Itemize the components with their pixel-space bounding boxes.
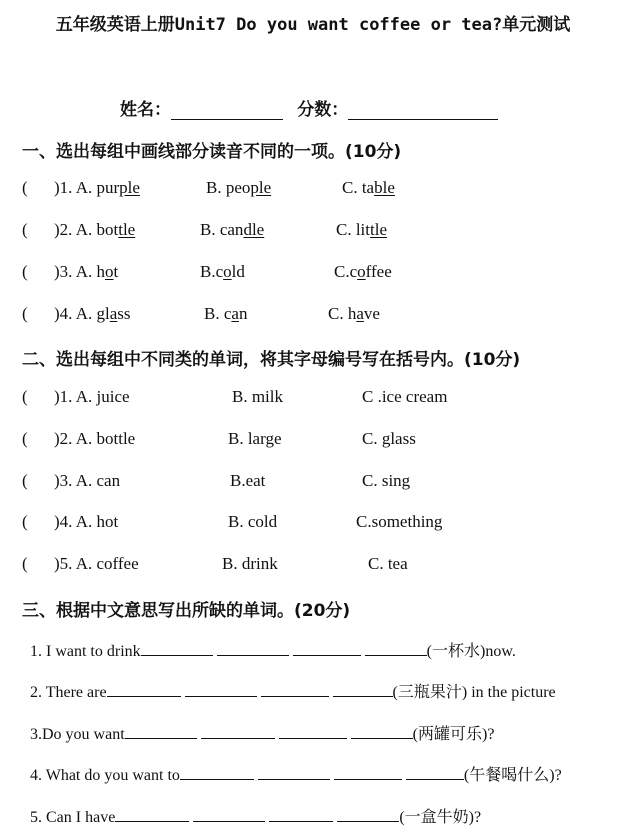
option-a: )1. A. purple bbox=[54, 178, 140, 197]
option-a: )2. A. bottle bbox=[54, 220, 136, 239]
answer-blank[interactable] bbox=[193, 807, 265, 822]
answer-paren[interactable]: ( bbox=[22, 178, 28, 197]
option-c: C. have bbox=[328, 304, 380, 323]
option-a: )3. A. hot bbox=[54, 262, 119, 281]
answer-blank[interactable] bbox=[261, 682, 329, 697]
section2-item bbox=[22, 429, 622, 453]
answer-blank[interactable] bbox=[107, 682, 181, 697]
section1-item bbox=[22, 304, 622, 328]
option-a: )3. A. can bbox=[54, 471, 121, 490]
section2-item bbox=[22, 554, 622, 578]
option-b: B. large bbox=[228, 429, 282, 448]
answer-blank[interactable] bbox=[351, 724, 413, 739]
answer-blank[interactable] bbox=[269, 807, 333, 822]
name-score-row bbox=[120, 95, 498, 120]
option-b: B. drink bbox=[222, 554, 278, 573]
fill-item: 1. I want to drink (一杯水)now. bbox=[30, 643, 516, 660]
section2-item bbox=[22, 471, 622, 495]
name-blank[interactable] bbox=[171, 101, 283, 120]
name-label: 姓名： bbox=[120, 100, 171, 119]
option-c: C .ice cream bbox=[362, 387, 448, 406]
answer-blank[interactable] bbox=[141, 641, 213, 656]
section1-heading: 一、选出每组中画线部分读音不同的一项。(10分) bbox=[22, 142, 402, 162]
answer-blank[interactable] bbox=[185, 682, 257, 697]
option-c: C. table bbox=[342, 178, 395, 197]
option-a: )1. A. juice bbox=[54, 387, 130, 406]
answer-blank[interactable] bbox=[279, 724, 347, 739]
answer-paren[interactable]: ( bbox=[22, 554, 28, 573]
answer-blank[interactable] bbox=[337, 807, 399, 822]
option-a: )4. A. hot bbox=[54, 512, 119, 531]
option-c: C.something bbox=[356, 512, 443, 531]
answer-paren[interactable]: ( bbox=[22, 429, 28, 448]
section2-heading: 二、选出每组中不同类的单词，将其字母编号写在括号内。(10分) bbox=[22, 350, 521, 370]
section1-item bbox=[22, 262, 622, 286]
answer-blank[interactable] bbox=[115, 807, 189, 822]
section2-item bbox=[22, 512, 622, 536]
section3-heading: 三、根据中文意思写出所缺的单词。(20分) bbox=[22, 601, 351, 621]
option-b: B. cold bbox=[228, 512, 278, 531]
score-blank[interactable] bbox=[348, 101, 498, 120]
answer-blank[interactable] bbox=[201, 724, 275, 739]
option-b: B. milk bbox=[232, 387, 284, 406]
answer-paren[interactable]: ( bbox=[22, 471, 28, 490]
fill-item: 4. What do you want to (午餐喝什么)? bbox=[30, 767, 562, 784]
option-b: B. can bbox=[204, 304, 248, 323]
answer-blank[interactable] bbox=[365, 641, 427, 656]
option-c: C.coffee bbox=[334, 262, 392, 281]
answer-blank[interactable] bbox=[293, 641, 361, 656]
section1-item bbox=[22, 178, 622, 202]
option-b: B. people bbox=[206, 178, 272, 197]
answer-blank[interactable] bbox=[125, 724, 197, 739]
option-a: )2. A. bottle bbox=[54, 429, 136, 448]
answer-blank[interactable] bbox=[406, 765, 464, 780]
answer-blank[interactable] bbox=[180, 765, 254, 780]
score-label: 分数： bbox=[297, 100, 349, 119]
section2-item bbox=[22, 387, 622, 411]
answer-paren[interactable]: ( bbox=[22, 220, 28, 239]
fill-item: 5. Can I have (一盒牛奶)? bbox=[30, 809, 482, 826]
section1-item bbox=[22, 220, 622, 244]
answer-paren[interactable]: ( bbox=[22, 304, 28, 323]
answer-blank[interactable] bbox=[217, 641, 289, 656]
option-a: )5. A. coffee bbox=[54, 554, 139, 573]
answer-paren[interactable]: ( bbox=[22, 387, 28, 406]
option-c: C. sing bbox=[362, 471, 411, 490]
option-c: C. little bbox=[336, 220, 388, 239]
option-b: B. candle bbox=[200, 220, 265, 239]
option-b: B.eat bbox=[230, 471, 266, 490]
option-a: )4. A. glass bbox=[54, 304, 131, 323]
option-c: C. tea bbox=[368, 554, 408, 573]
option-b: B.cold bbox=[200, 262, 245, 281]
answer-blank[interactable] bbox=[334, 765, 402, 780]
fill-item: 2. There are (三瓶果汁) in the picture bbox=[30, 684, 556, 701]
answer-blank[interactable] bbox=[258, 765, 330, 780]
answer-blank[interactable] bbox=[333, 682, 393, 697]
answer-paren[interactable]: ( bbox=[22, 262, 28, 281]
answer-paren[interactable]: ( bbox=[22, 512, 28, 531]
fill-item: 3.Do you want (两罐可乐)? bbox=[30, 726, 495, 743]
worksheet-title: 五年级英语上册Unit7 Do you want coffee or tea?单元测试 bbox=[55, 15, 571, 35]
option-c: C. glass bbox=[362, 429, 416, 448]
